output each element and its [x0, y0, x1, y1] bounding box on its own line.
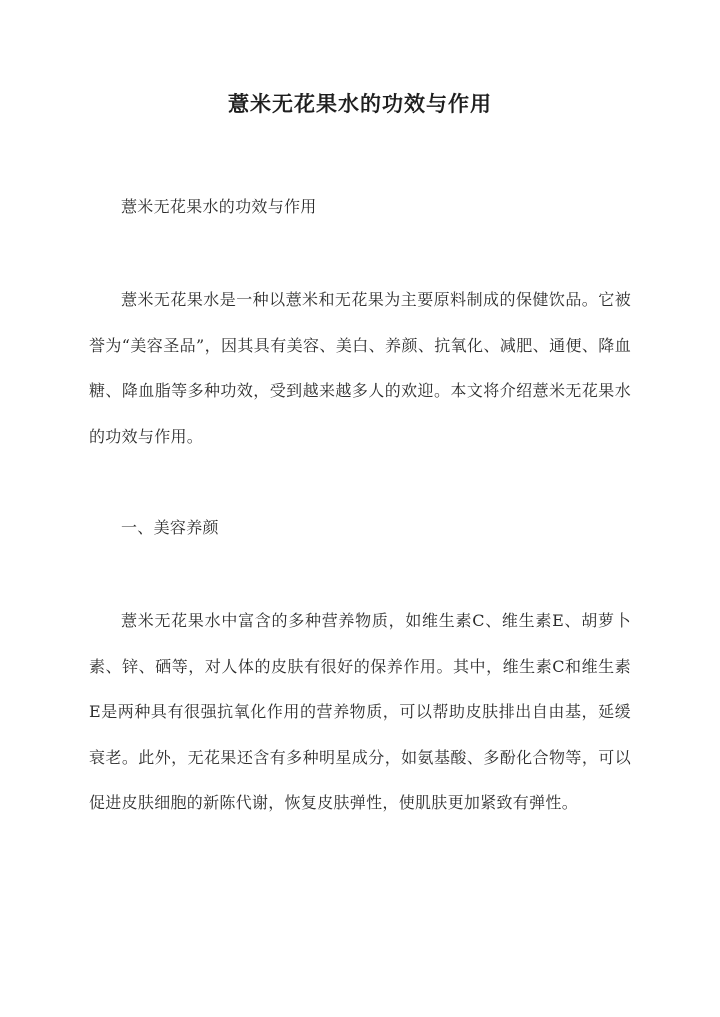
section-heading: 一、美容养颜 — [121, 518, 219, 537]
section-body-paragraph: 薏米无花果水中富含的多种营养物质，如维生素C、维生素E、胡萝卜素、锌、硒等，对人体的皮肤有很好的保养作用。其中，维生素C和维生素E是两种具有很强抗氧化作用的营养物质，可以帮助皮肤排出自由基，延缓衰老。此外，无花果还含有多种明星成分，如氨基酸、多酚化合物等，可以促进皮肤细胞的新陈代谢，恢复皮肤弹性，使肌肤更加紧致有弹性。 — [89, 611, 631, 812]
document-subtitle: 薏米无花果水的功效与作用 — [121, 197, 317, 216]
document-title: 薏米无花果水的功效与作用 — [228, 91, 492, 116]
intro-paragraph: 薏米无花果水是一种以薏米和无花果为主要原料制成的保健饮品。它被誉为“美容圣品”，因其具有美容、美白、养颜、抗氧化、减肥、通便、降血糖、降血脂等多种功效，受到越来越多人的欢迎。本文将介绍薏米无花果水的功效与作用。 — [89, 290, 631, 446]
